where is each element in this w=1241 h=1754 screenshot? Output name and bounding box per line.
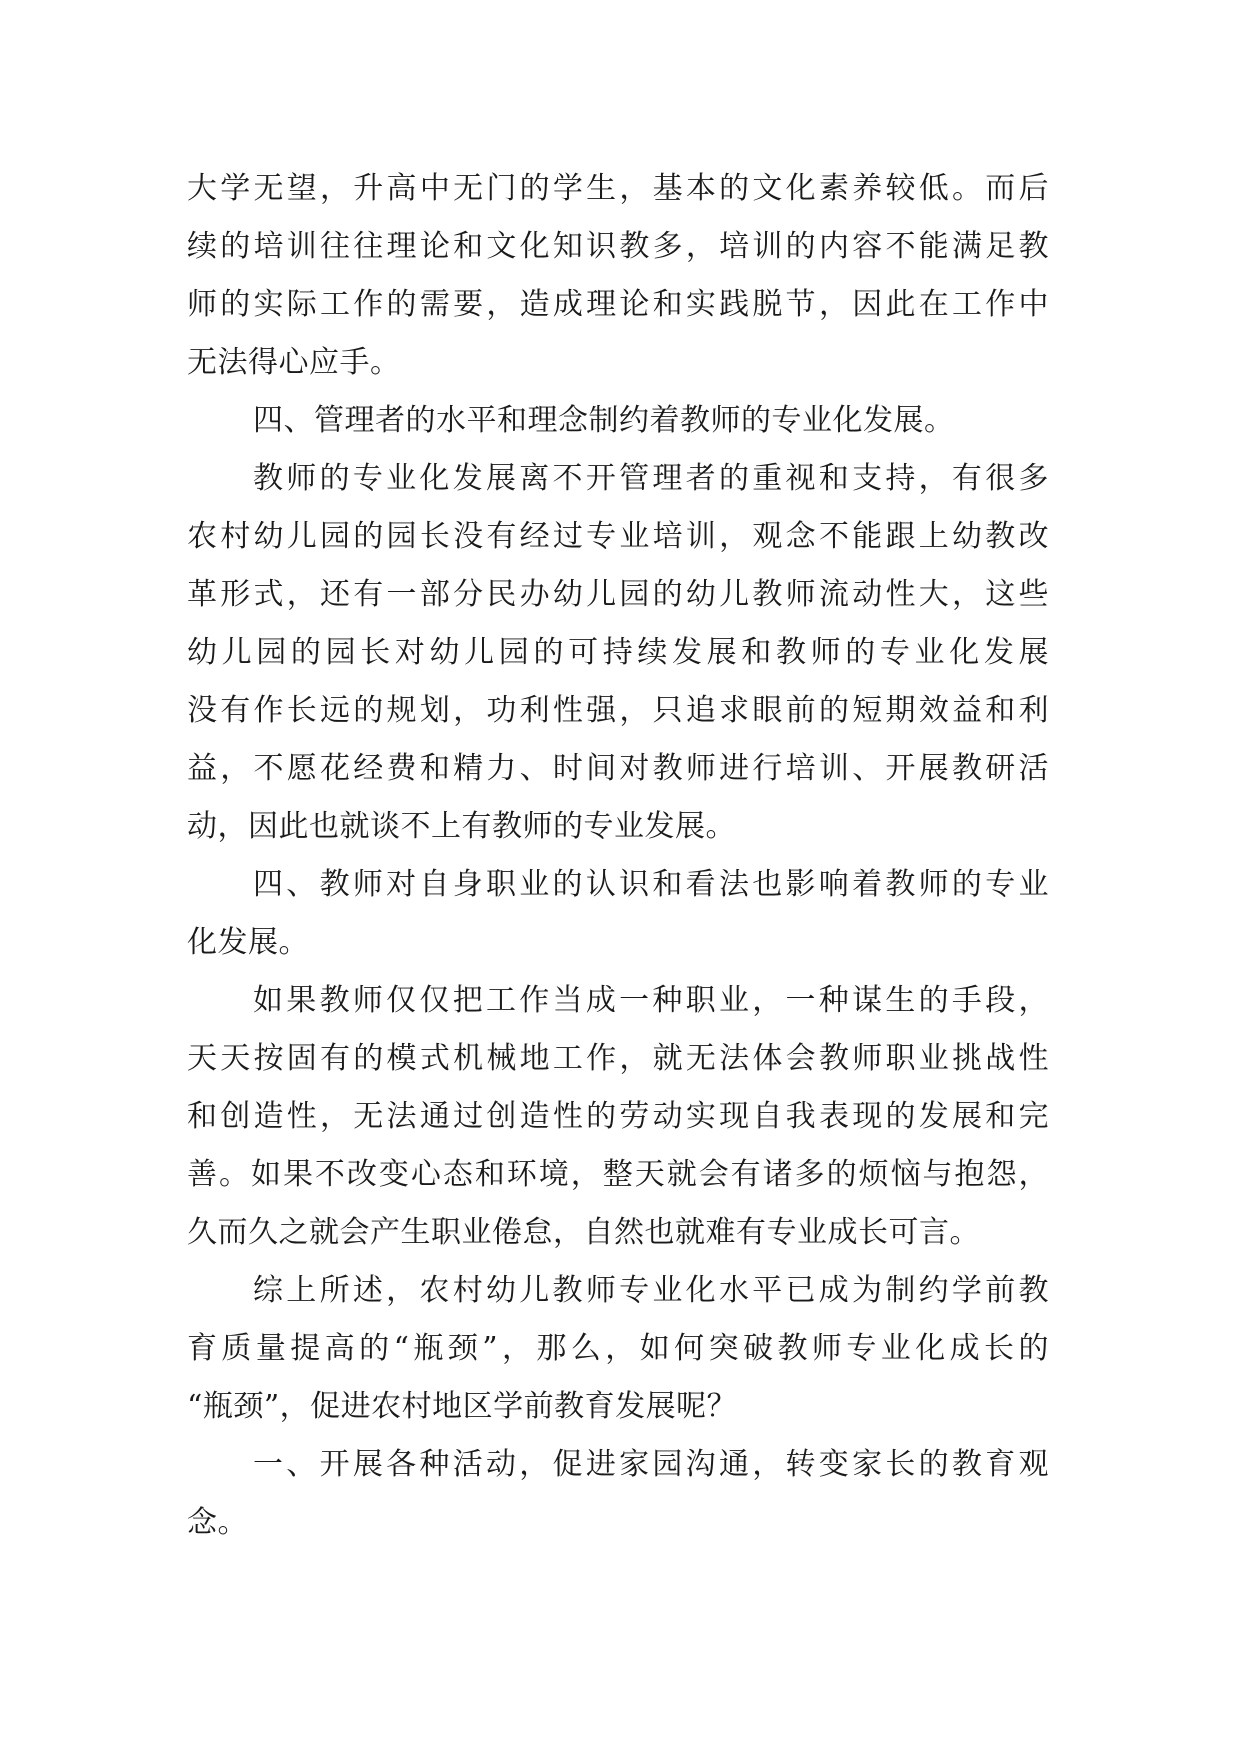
text-line: “瓶颈”，促进农村地区学前教育发展呢？ — [187, 1389, 738, 1424]
text-line: 教师的专业化发展离不开管理者的重视和支持，有很多 — [253, 461, 1049, 496]
text-line: 善。如果不改变心态和环境，整天就会有诸多的烦恼与抱怨， — [187, 1157, 1049, 1192]
section-heading: 念。 — [187, 1505, 248, 1540]
section-heading: 四、管理者的水平和理念制约着教师的专业化发展。 — [253, 403, 955, 438]
text-line: 如果教师仅仅把工作当成一种职业，一种谋生的手段， — [253, 983, 1049, 1018]
text-line: 育质量提高的“瓶颈”，那么，如何突破教师专业化成长的 — [187, 1331, 1049, 1366]
text-line: 大学无望，升高中无门的学生，基本的文化素养较低。而后 — [187, 171, 1049, 206]
section-heading: 化发展。 — [187, 925, 309, 960]
document-page — [187, 160, 1049, 1552]
text-line: 农村幼儿园的园长没有经过专业培训，观念不能跟上幼教改 — [187, 519, 1049, 554]
text-line: 久而久之就会产生职业倦怠，自然也就难有专业成长可言。 — [187, 1215, 980, 1250]
text-line: 和创造性，无法通过创造性的劳动实现自我表现的发展和完 — [187, 1099, 1049, 1134]
text-line: 天天按固有的模式机械地工作，就无法体会教师职业挑战性 — [187, 1041, 1049, 1076]
text-line: 综上所述，农村幼儿教师专业化水平已成为制约学前教 — [253, 1273, 1049, 1308]
text-line: 无法得心应手。 — [187, 345, 401, 380]
text-line: 动，因此也就谈不上有教师的专业发展。 — [187, 809, 736, 844]
text-line: 没有作长远的规划，功利性强，只追求眼前的短期效益和利 — [187, 693, 1049, 728]
text-line: 益，不愿花经费和精力、时间对教师进行培训、开展教研活 — [187, 751, 1049, 786]
section-heading: 四、教师对自身职业的认识和看法也影响着教师的专业 — [253, 867, 1049, 902]
text-line: 续的培训往往理论和文化知识教多，培训的内容不能满足教 — [187, 229, 1049, 264]
text-line: 革形式，还有一部分民办幼儿园的幼儿教师流动性大，这些 — [187, 577, 1049, 612]
text-line: 幼儿园的园长对幼儿园的可持续发展和教师的专业化发展 — [187, 635, 1049, 670]
text-line: 师的实际工作的需要，造成理论和实践脱节，因此在工作中 — [187, 287, 1049, 322]
section-heading: 一、开展各种活动，促进家园沟通，转变家长的教育观 — [253, 1447, 1049, 1482]
